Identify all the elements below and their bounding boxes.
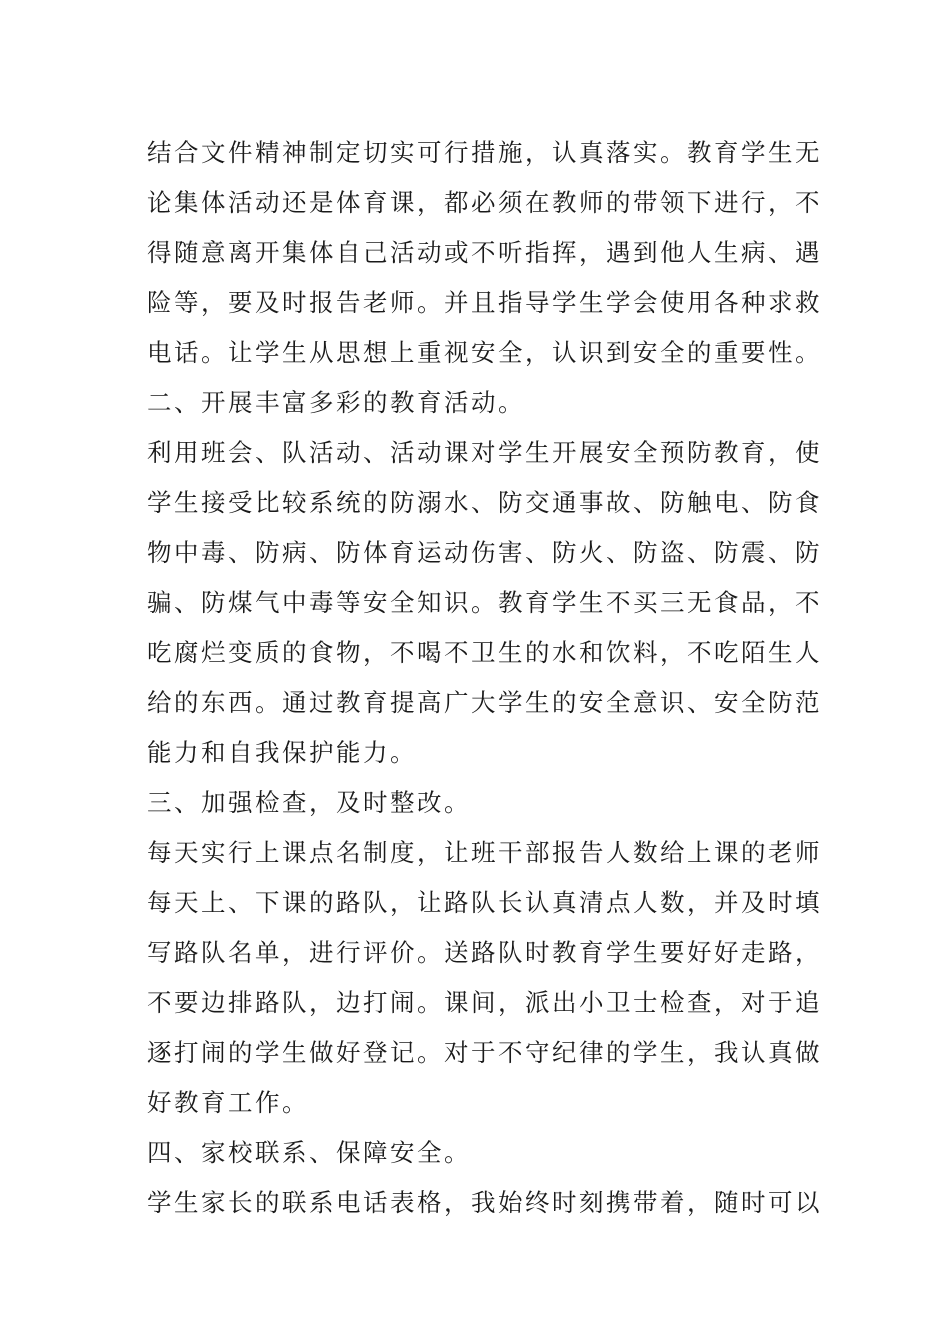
text-line: 得随意离开集体自己活动或不听指挥，遇到他人生病、遇: [147, 238, 822, 267]
text-line: 险等，要及时报告老师。并且指导学生学会使用各种求救: [147, 288, 822, 317]
text-line: 能力和自我保护能力。: [147, 738, 417, 767]
document-body: [147, 128, 827, 1228]
text-line: 骗、防煤气中毒等安全知识。教育学生不买三无食品，不: [147, 588, 822, 617]
section-heading: 二、开展丰富多彩的教育活动。: [147, 388, 525, 417]
text-line: 论集体活动还是体育课，都必须在教师的带领下进行，不: [147, 188, 822, 217]
text-line: 物中毒、防病、防体育运动伤害、防火、防盗、防震、防: [147, 538, 822, 567]
text-line: 学生接受比较系统的防溺水、防交通事故、防触电、防食: [147, 488, 822, 517]
text-line: 不要边排路队，边打闹。课间，派出小卫士检查，对于追: [147, 988, 822, 1017]
text-line: 写路队名单，进行评价。送路队时教育学生要好好走路，: [147, 938, 822, 967]
text-line: 学生家长的联系电话表格，我始终时刻携带着，随时可以: [147, 1188, 822, 1217]
text-line: 每天实行上课点名制度，让班干部报告人数给上课的老师: [147, 838, 822, 867]
text-line: 电话。让学生从思想上重视安全，认识到安全的重要性。: [147, 338, 822, 367]
text-line: 利用班会、队活动、活动课对学生开展安全预防教育，使: [147, 438, 822, 467]
text-line: 给的东西。通过教育提高广大学生的安全意识、安全防范: [147, 688, 822, 717]
section-heading: 三、加强检查，及时整改。: [147, 788, 471, 817]
section-heading: 四、家校联系、保障安全。: [147, 1138, 471, 1167]
text-line: 结合文件精神制定切实可行措施，认真落实。教育学生无: [147, 138, 822, 167]
text-line: 吃腐烂变质的食物，不喝不卫生的水和饮料，不吃陌生人: [147, 638, 822, 667]
text-line: 逐打闹的学生做好登记。对于不守纪律的学生，我认真做: [147, 1038, 822, 1067]
text-line: 好教育工作。: [147, 1088, 309, 1117]
text-line: 每天上、下课的路队，让路队长认真清点人数，并及时填: [147, 888, 822, 917]
